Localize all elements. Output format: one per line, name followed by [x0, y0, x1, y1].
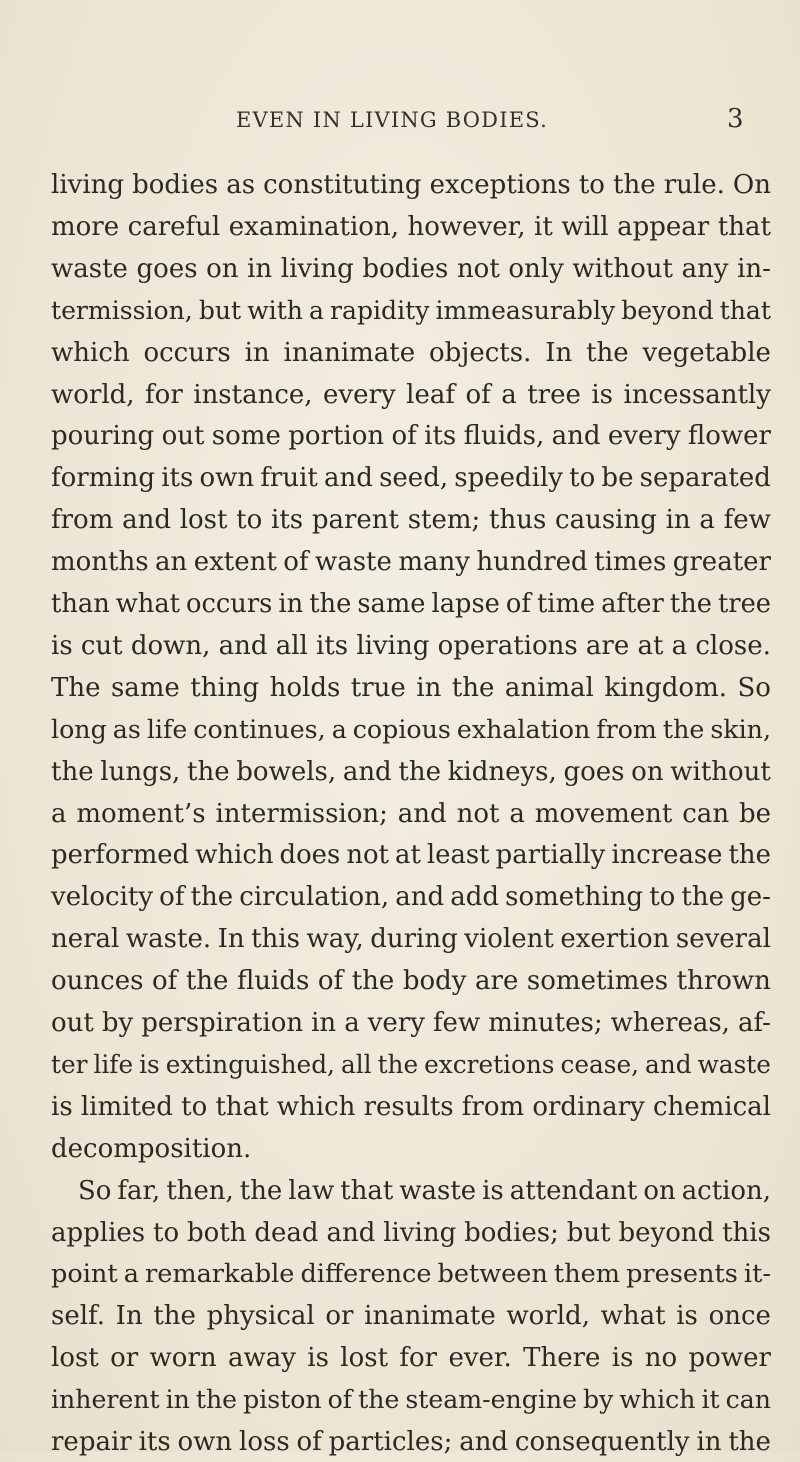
text-line: a moment’s intermission; and not a movement can be [51, 798, 771, 829]
text-line: lost or worn away is lost for ever. There is no power [51, 1343, 771, 1374]
text-line: self. In the physical or inanimate world, what is once [51, 1301, 771, 1332]
text-line: world, for instance, every leaf of a tree is incessantly [51, 379, 771, 410]
text-line: living bodies as constituting exceptions to the rule. On [51, 170, 771, 200]
text-line: decomposition. [51, 1133, 252, 1164]
running-head-title: EVEN IN LIVING BODIES. [236, 108, 548, 132]
text-line: which occurs in inanimate objects. In the vegetable [51, 337, 771, 368]
text-line: from and lost to its parent stem; thus causing in a few [51, 505, 771, 536]
text-line: performed which does not at least partially increase the [51, 840, 771, 871]
text-line: the lungs, the bowels, and the kidneys, goes on without [51, 756, 771, 787]
page-number: 3 [727, 104, 744, 134]
text-line: forming its own fruit and seed, speedily to be separated [51, 463, 771, 494]
text-line: is limited to that which results from ordinary chemical [51, 1091, 771, 1122]
text-line: pouring out some portion of its fluids, and every flower [51, 421, 771, 452]
text-line: repair its own loss of particles; and consequently in the [51, 1427, 771, 1457]
text-line: The same thing holds true in the animal kingdom. So [51, 672, 771, 703]
text-line: is cut down, and all its living operations are at a close. [51, 630, 771, 661]
text-line: out by perspiration in a very few minutes; whereas, af- [51, 1008, 771, 1038]
text-line: applies to both dead and living bodies; but beyond this [51, 1217, 771, 1248]
text-line: termission, but with a rapidity immeasurably beyond that [51, 295, 771, 325]
text-line: waste goes on in living bodies not only without any in- [51, 253, 771, 284]
text-line: long as life continues, a copious exhalation from the skin, [51, 714, 771, 744]
text-line: more careful examination, however, it will appear that [51, 211, 771, 242]
text-line: than what occurs in the same lapse of time after the tree [51, 589, 771, 619]
text-line: neral waste. In this way, during violent exertion several [51, 924, 771, 955]
text-line: So far, then, the law that waste is attendant on action, [78, 1175, 771, 1206]
running-head [0, 104, 800, 148]
text-line: months an extent of waste many hundred times greater [51, 547, 771, 578]
text-line: inherent in the piston of the steam-engine by which it can [51, 1385, 771, 1415]
text-line: point a remarkable difference between them presents it- [51, 1259, 771, 1290]
text-line: ter life is extinguished, all the excretions cease, and waste [51, 1049, 771, 1079]
text-line: ounces of the fluids of the body are sometimes thrown [51, 966, 771, 997]
text-line: velocity of the circulation, and add something to the ge- [51, 882, 771, 913]
